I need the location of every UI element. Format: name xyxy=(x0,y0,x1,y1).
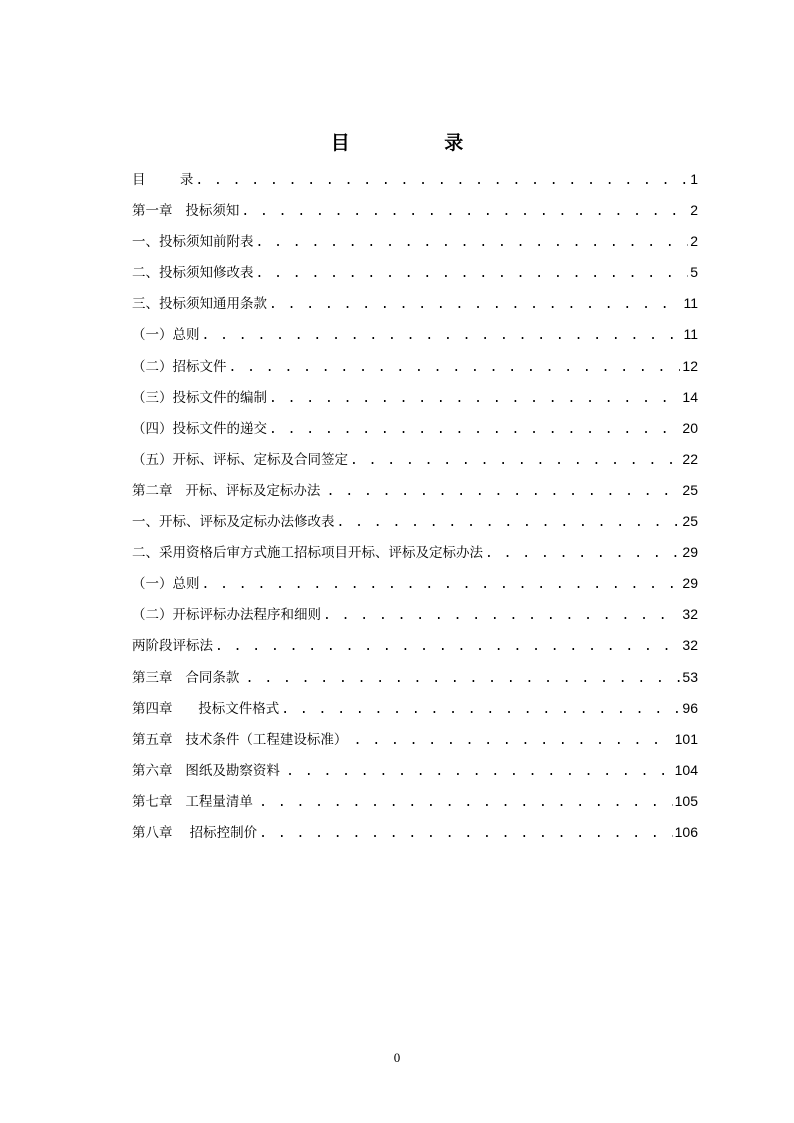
toc-entry[interactable] xyxy=(132,666,698,697)
toc-entry-page: 20 xyxy=(682,419,698,436)
toc-leader-dots xyxy=(286,764,672,779)
toc-entry[interactable] xyxy=(132,479,698,510)
toc-leader-dots xyxy=(281,702,680,717)
toc-entry-label: 第二章 开标、评标及定标办法 xyxy=(132,482,325,499)
toc-entry-page: 2 xyxy=(690,233,698,250)
toc-entry-label: 第八章 招标控制价 xyxy=(132,824,258,841)
toc-entry[interactable] xyxy=(132,292,698,323)
toc-entry-page: 29 xyxy=(682,575,698,592)
page-number: 0 xyxy=(393,1050,401,1065)
toc-entry-page: 32 xyxy=(682,606,698,623)
toc-entry-label: 三、投标须知通用条款 xyxy=(132,296,267,313)
toc-leader-dots xyxy=(256,235,689,250)
toc-entry-page: 105 xyxy=(674,792,698,809)
toc-leader-dots xyxy=(269,391,680,406)
toc-entry[interactable] xyxy=(132,603,698,634)
toc-entry-label: 一、投标须知前附表 xyxy=(132,234,254,251)
toc-entry-label: （五）开标、评标、定标及合同签定 xyxy=(132,451,348,468)
toc-leader-dots xyxy=(202,577,681,592)
toc-leader-dots xyxy=(229,360,681,375)
toc-entry-page: 53 xyxy=(682,668,698,685)
toc-entry-page: 32 xyxy=(682,637,698,654)
toc-entry[interactable] xyxy=(132,323,698,354)
toc-entry[interactable] xyxy=(132,821,698,852)
toc-entry[interactable] xyxy=(132,759,698,790)
toc-entry-label: 两阶段评标法 xyxy=(132,638,213,655)
toc-entry-page: 22 xyxy=(682,450,698,467)
toc-entry-page: 29 xyxy=(682,544,698,561)
toc-entry[interactable] xyxy=(132,448,698,479)
toc-entry[interactable] xyxy=(132,386,698,417)
toc-entry-label: 第一章 投标须知 xyxy=(132,203,240,220)
toc-leader-dots xyxy=(354,733,673,748)
toc-entry-label: 第七章 工程量清单 xyxy=(132,793,258,810)
toc-entry-label: 第四章 投标文件格式 xyxy=(132,700,280,717)
toc-entry-page: 11 xyxy=(683,295,698,312)
table-of-contents xyxy=(132,168,698,852)
toc-entry-label: （二）开标评标办法程序和细则 xyxy=(132,607,321,624)
toc-entry-label: （三）投标文件的编制 xyxy=(132,389,267,406)
toc-entry[interactable] xyxy=(132,199,698,230)
toc-leader-dots xyxy=(323,608,680,623)
toc-entry-page: 11 xyxy=(683,326,698,343)
toc-entry-page: 96 xyxy=(682,699,698,716)
toc-entry-label: （一）总则 xyxy=(132,576,200,593)
toc-entry-label: 目 录 xyxy=(132,172,194,188)
toc-entry-label: 一、开标、评标及定标办法修改表 xyxy=(132,514,335,531)
toc-entry-page: 104 xyxy=(674,761,698,778)
toc-entry-label: （一）总则 xyxy=(132,327,200,344)
toc-entry[interactable] xyxy=(132,355,698,386)
toc-entry-page: 25 xyxy=(682,513,698,530)
toc-leader-dots xyxy=(256,266,689,281)
toc-leader-dots xyxy=(259,795,672,810)
toc-entry[interactable] xyxy=(132,634,698,665)
toc-entry-label: 二、采用资格后审方式施工招标项目开标、评标及定标办法 xyxy=(132,545,483,562)
toc-entry[interactable] xyxy=(132,261,698,292)
toc-leader-dots xyxy=(241,204,688,219)
toc-entry[interactable] xyxy=(132,572,698,603)
toc-leader-dots xyxy=(195,173,688,188)
toc-entry-label: （二）招标文件 xyxy=(132,358,227,375)
toc-entry[interactable] xyxy=(132,541,698,572)
toc-entry-page: 106 xyxy=(674,823,698,840)
toc-entry[interactable] xyxy=(132,510,698,541)
toc-entry[interactable] xyxy=(132,168,698,199)
toc-title: 目 录 xyxy=(330,132,508,154)
toc-leader-dots xyxy=(269,422,680,437)
toc-leader-dots xyxy=(215,639,680,654)
toc-entry[interactable] xyxy=(132,697,698,728)
toc-leader-dots xyxy=(350,453,680,468)
toc-entry[interactable] xyxy=(132,417,698,448)
toc-entry-label: （四）投标文件的递交 xyxy=(132,420,267,437)
toc-entry-page: 5 xyxy=(690,264,698,281)
toc-entry-label: 二、投标须知修改表 xyxy=(132,265,254,282)
toc-entry-page: 14 xyxy=(682,388,698,405)
toc-entry-label: 第六章 图纸及勘察资料 xyxy=(132,762,285,779)
toc-leader-dots xyxy=(259,826,672,841)
toc-entry[interactable] xyxy=(132,790,698,821)
toc-entry-label: 第三章 合同条款 xyxy=(132,669,244,686)
toc-leader-dots xyxy=(269,297,681,312)
toc-leader-dots xyxy=(246,671,681,686)
toc-leader-dots xyxy=(327,484,681,499)
toc-entry-page: 25 xyxy=(682,481,698,498)
toc-entry-page: 2 xyxy=(690,202,698,219)
toc-entry-label: 第五章 技术条件（工程建设标准） xyxy=(132,731,352,748)
toc-entry[interactable] xyxy=(132,728,698,759)
toc-leader-dots xyxy=(485,546,680,561)
toc-entry-page: 1 xyxy=(690,171,698,187)
toc-entry-page: 101 xyxy=(674,730,698,747)
toc-entry-page: 12 xyxy=(682,357,698,374)
toc-entry[interactable] xyxy=(132,230,698,261)
toc-leader-dots xyxy=(337,515,681,530)
toc-leader-dots xyxy=(202,328,682,343)
